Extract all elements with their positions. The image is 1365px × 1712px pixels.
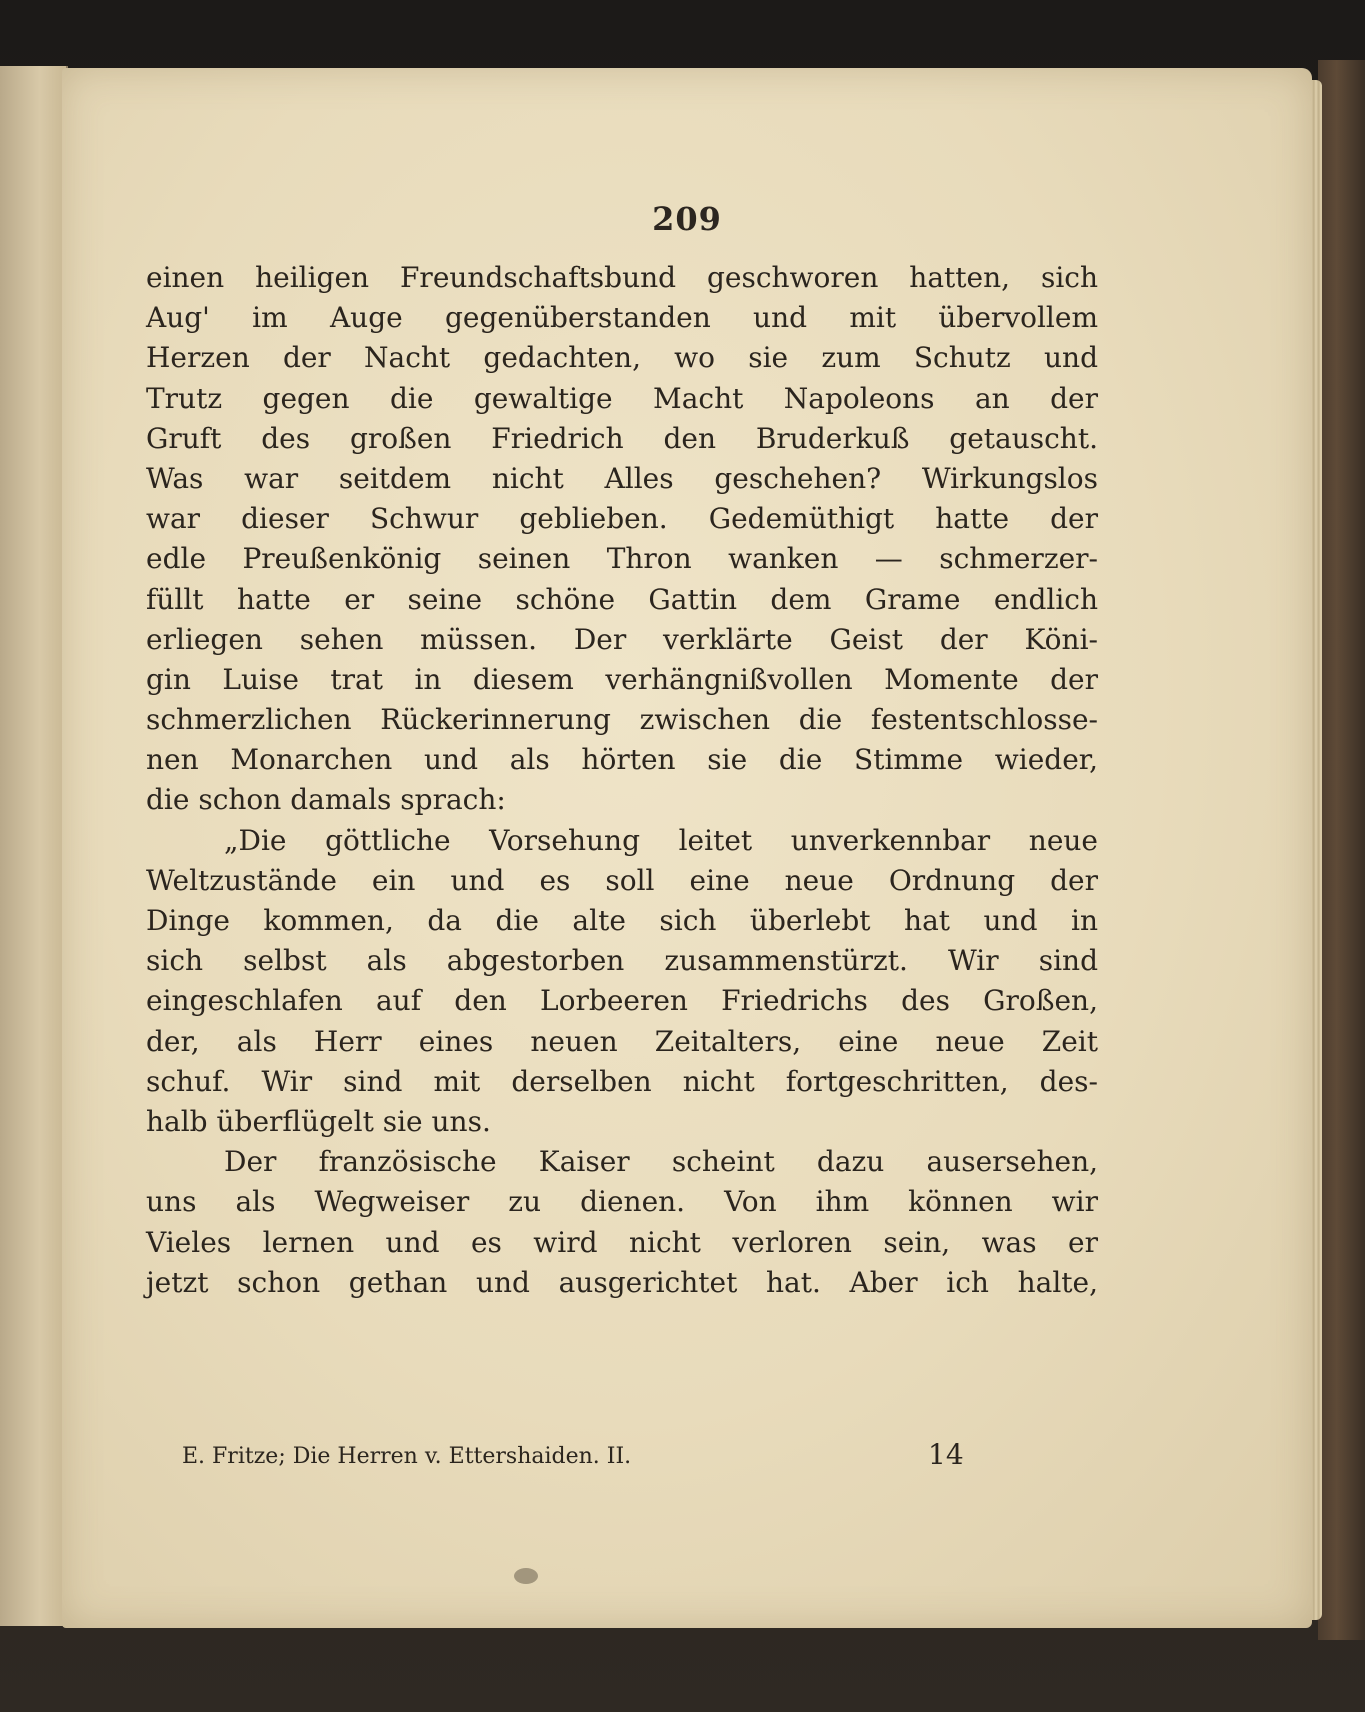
text-line: die schon damals sprach: — [146, 783, 506, 817]
text-line: Gruft des großen Friedrich den Bruderkuß getauscht. — [146, 421, 1098, 455]
text-line: einen heiligen Freundschaftsbund geschworen hatten, sich — [146, 261, 1098, 294]
text-line: sich selbst als abgestorben zusammenstürzt. Wir sind — [146, 944, 1098, 978]
page-footer — [182, 1438, 982, 1478]
text-line: nen Monarchen und als hörten sie die Stimme wieder, — [146, 743, 1098, 777]
text-line: Aug' im Auge gegenüberstanden und mit übervollem — [146, 301, 1098, 335]
text-line: gin Luise trat in diesem verhängnißvollen Momente der — [146, 662, 1098, 696]
left-page-edge — [0, 66, 68, 1626]
text-line: edle Preußenkönig seinen Thron wanken — schmerzer- — [146, 542, 1098, 576]
text-line: erliegen sehen müssen. Der verklärte Geist der Köni- — [146, 622, 1098, 656]
page-body-text — [146, 258, 1098, 1303]
text-line: jetzt schon gethan und ausgerichtet hat. Aber ich halte, — [146, 1265, 1098, 1299]
text-line: Was war seitdem nicht Alles geschehen? Wirkungslos — [146, 461, 1098, 495]
text-line: schmerzlichen Rückerinnerung zwischen die festentschlosse- — [146, 703, 1098, 737]
text-line: Weltzustände ein und es soll eine neue Ordnung der — [146, 863, 1098, 897]
footer-book-title: E. Fritze; Die Herren v. Ettershaiden. II. — [182, 1444, 632, 1469]
text-line: eingeschlafen auf den Lorbeeren Friedrichs des Großen, — [146, 984, 1098, 1018]
text-line: Herzen der Nacht gedachten, wo sie zum Schutz und — [146, 341, 1098, 375]
text-line: Trutz gegen die gewaltige Macht Napoleons an der — [146, 381, 1098, 415]
book-cover-edge — [1318, 60, 1365, 1640]
text-line: uns als Wegweiser zu dienen. Von ihm können wir — [146, 1185, 1098, 1219]
text-line: füllt hatte er seine schöne Gattin dem Grame endlich — [146, 582, 1098, 616]
page-number: 209 — [652, 200, 722, 238]
text-line: „Die göttliche Vorsehung leitet unverkennbar neue — [224, 823, 1098, 857]
text-line: der, als Herr eines neuen Zeitalters, eine neue Zeit — [146, 1024, 1098, 1058]
text-line: Der französische Kaiser scheint dazu ausersehen, — [224, 1145, 1098, 1179]
book-page — [62, 68, 1312, 1628]
text-line: war dieser Schwur geblieben. Gedemüthigt hatte der — [146, 502, 1098, 536]
signature-mark: 14 — [928, 1438, 964, 1471]
text-line: Vieles lernen und es wird nicht verloren sein, was er — [146, 1225, 1098, 1259]
ink-smudge — [514, 1568, 538, 1584]
text-line: schuf. Wir sind mit derselben nicht fortgeschritten, des- — [146, 1064, 1098, 1098]
text-line: halb überflügelt sie uns. — [146, 1104, 491, 1138]
text-line: Dinge kommen, da die alte sich überlebt hat und in — [146, 904, 1098, 937]
